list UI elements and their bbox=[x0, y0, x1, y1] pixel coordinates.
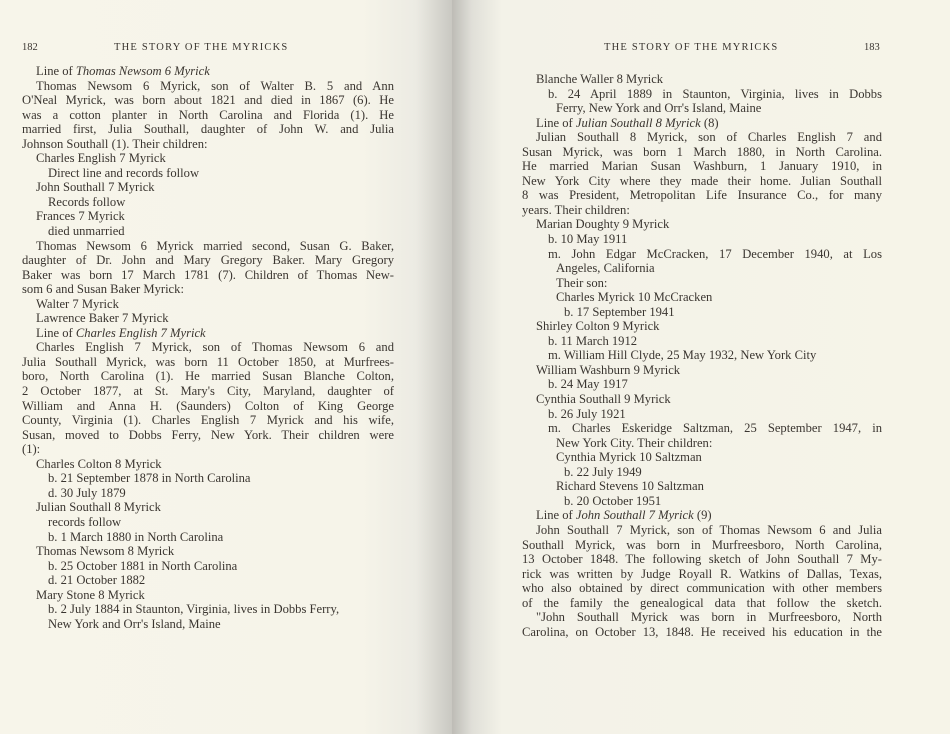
text-line bbox=[522, 145, 882, 160]
text-line bbox=[522, 319, 882, 334]
text-line bbox=[522, 494, 882, 509]
text-line bbox=[22, 224, 394, 239]
text-run: b. 21 September 1878 in North Carolina bbox=[48, 471, 251, 486]
text-run: rick was written by Judge Royall R. Watkins of Dallas, Texas, bbox=[522, 566, 882, 581]
text-line bbox=[522, 116, 882, 131]
text-run: Julian Southall 8 Myrick, son of Charles English 7 and bbox=[536, 130, 882, 145]
text-run: b. 11 March 1912 bbox=[548, 333, 638, 348]
text-run: Blanche Waller 8 Myrick bbox=[536, 72, 664, 86]
text-run: som 6 and Susan Baker Myrick: bbox=[22, 282, 184, 297]
text-run: New York City where they made their home. Julian Southall bbox=[522, 173, 882, 188]
text-run: d. 30 July 1879 bbox=[48, 485, 126, 500]
text-line bbox=[22, 239, 394, 254]
text-line bbox=[522, 523, 882, 538]
text-line bbox=[22, 355, 394, 370]
text-line bbox=[22, 369, 394, 384]
text-run: daughter of Dr. John and Mary Gregory Baker. Mary Gregory bbox=[22, 253, 394, 268]
text-run: Their son: bbox=[556, 275, 608, 290]
text-run: Charles Colton 8 Myrick bbox=[36, 456, 162, 471]
text-line bbox=[522, 276, 882, 291]
text-line bbox=[522, 610, 882, 625]
page-body bbox=[522, 72, 882, 639]
page-number: 183 bbox=[864, 42, 880, 53]
text-line bbox=[522, 305, 882, 320]
text-run: 8 was President, Metropolitan Life Insurance Co., for many bbox=[522, 188, 882, 203]
text-line bbox=[522, 567, 882, 582]
text-run: Southall Myrick, was born in Murfreesboro, North Carolina, bbox=[522, 537, 882, 552]
text-run: Susan, moved to Dobbs Ferry, New York. Their children were bbox=[22, 427, 394, 442]
text-line bbox=[522, 261, 882, 276]
text-line bbox=[522, 174, 882, 189]
text-line bbox=[22, 471, 394, 486]
text-line bbox=[22, 340, 394, 355]
text-line bbox=[22, 297, 394, 312]
text-run: years. Their children: bbox=[522, 202, 630, 217]
text-run: Johnson Southall (1). Their children: bbox=[22, 136, 208, 151]
text-run: b. 17 September 1941 bbox=[564, 304, 675, 319]
text-line bbox=[22, 268, 394, 283]
text-run: b. 10 May 1911 bbox=[548, 232, 628, 247]
text-run: Charles English 7 Myrick, son of Thomas Newsom 6 and bbox=[36, 340, 394, 355]
text-run: b. 24 May 1917 bbox=[548, 377, 628, 392]
italic-text: Charles English 7 Myrick bbox=[75, 325, 206, 340]
text-run: was a cotton planter in North Carolina and Florida (1). He bbox=[22, 107, 394, 122]
text-line bbox=[22, 428, 394, 443]
text-line bbox=[22, 209, 394, 224]
text-line bbox=[522, 334, 882, 349]
text-run: Baker was born 17 March 1781 (7). Children of Thomas New- bbox=[22, 267, 394, 282]
text-run: Lawrence Baker 7 Myrick bbox=[36, 311, 169, 326]
text-run: He married Marian Susan Washburn, 1 January 1910, in bbox=[522, 159, 882, 174]
text-run: New York City. Their children: bbox=[556, 435, 713, 450]
text-line bbox=[522, 290, 882, 305]
text-line bbox=[22, 457, 394, 472]
text-run: of the family the genealogical data that follow the sketch. bbox=[522, 595, 882, 610]
text-line bbox=[22, 602, 394, 617]
text-run: Walter 7 Myrick bbox=[36, 296, 119, 311]
text-run: b. 20 October 1951 bbox=[564, 493, 662, 508]
text-run: b. 1 March 1880 in North Carolina bbox=[48, 529, 224, 544]
text-run: b. 25 October 1881 in North Carolina bbox=[48, 558, 238, 573]
text-line bbox=[522, 101, 882, 116]
text-run: Marian Doughty 9 Myrick bbox=[536, 217, 670, 232]
text-run: (8) bbox=[700, 115, 719, 130]
italic-text: Thomas Newsom 6 Myrick bbox=[75, 64, 210, 78]
text-line bbox=[22, 326, 394, 341]
text-line bbox=[22, 588, 394, 603]
text-line bbox=[22, 151, 394, 166]
text-run: Shirley Colton 9 Myrick bbox=[536, 319, 660, 334]
text-run: Thomas Newsom 6 Myrick, son of Walter B. 5 and Ann bbox=[36, 78, 394, 93]
text-run: Julian Southall 8 Myrick bbox=[36, 500, 161, 515]
text-line bbox=[22, 442, 394, 457]
text-line bbox=[522, 392, 882, 407]
text-line bbox=[22, 530, 394, 545]
text-run: died unmarried bbox=[48, 224, 125, 239]
text-run: (1): bbox=[22, 442, 41, 457]
text-run: b. 24 April 1889 in Staunton, Virginia, lives in Dobbs bbox=[548, 86, 882, 101]
text-run: John Southall 7 Myrick bbox=[36, 180, 155, 195]
text-line bbox=[522, 159, 882, 174]
text-run: Angeles, California bbox=[556, 261, 655, 276]
text-run: who also obtained by direct communication with other members bbox=[522, 581, 882, 596]
text-line bbox=[22, 515, 394, 530]
text-run: d. 21 October 1882 bbox=[48, 573, 146, 588]
text-run: William Washburn 9 Myrick bbox=[536, 362, 681, 377]
text-run: records follow bbox=[48, 514, 122, 529]
text-run: "John Southall Myrick was born in Murfreesboro, North bbox=[536, 610, 882, 625]
text-line bbox=[22, 617, 394, 632]
text-line bbox=[522, 232, 882, 247]
text-run: Charles Myrick 10 McCracken bbox=[556, 290, 713, 305]
text-line bbox=[22, 122, 394, 137]
text-line bbox=[522, 450, 882, 465]
text-line bbox=[22, 166, 394, 181]
text-run: Records follow bbox=[48, 194, 126, 209]
text-line bbox=[522, 421, 882, 436]
page-number: 182 bbox=[22, 42, 38, 53]
text-line bbox=[522, 581, 882, 596]
text-run: m. William Hill Clyde, 25 May 1932, New York City bbox=[548, 348, 817, 363]
text-run: Mary Stone 8 Myrick bbox=[36, 587, 145, 602]
text-run: Richard Stevens 10 Saltzman bbox=[556, 479, 704, 494]
text-run: Susan Myrick, was born 1 March 1880, in North Carolina. bbox=[522, 144, 882, 159]
text-run: Frances 7 Myrick bbox=[36, 209, 125, 224]
text-line bbox=[522, 479, 882, 494]
text-line bbox=[22, 108, 394, 123]
text-run: Line of bbox=[36, 64, 76, 78]
text-line bbox=[22, 253, 394, 268]
text-run: New York and Orr's Island, Maine bbox=[48, 616, 221, 631]
running-head: THE STORY OF THE MYRICKS bbox=[604, 42, 779, 53]
text-line bbox=[522, 247, 882, 262]
text-run: b. 2 July 1884 in Staunton, Virginia, lives in Dobbs Ferry, bbox=[48, 602, 340, 617]
text-line bbox=[522, 348, 882, 363]
running-head: THE STORY OF THE MYRICKS bbox=[114, 42, 289, 53]
text-line bbox=[22, 413, 394, 428]
text-line bbox=[522, 188, 882, 203]
text-line bbox=[22, 282, 394, 297]
text-run: William and Anna H. (Saunders) Colton of King George bbox=[22, 398, 394, 413]
text-line bbox=[22, 500, 394, 515]
text-run: m. Charles Eskeridge Saltzman, 25 September 1947, in bbox=[548, 421, 882, 436]
text-line bbox=[522, 538, 882, 553]
text-run: boro, North Carolina (1). He married Susan Blanche Colton, bbox=[22, 369, 394, 384]
text-run: O'Neal Myrick, was born about 1821 and died in 1867 (6). He bbox=[22, 93, 394, 108]
text-line bbox=[22, 399, 394, 414]
text-line bbox=[522, 203, 882, 218]
text-run: Julia Southall Myrick, was born 11 October 1850, at Murfrees- bbox=[22, 354, 394, 369]
text-run: m. John Edgar McCracken, 17 December 1940, at Los bbox=[548, 246, 882, 261]
text-line bbox=[22, 64, 394, 79]
text-run: Thomas Newsom 8 Myrick bbox=[36, 544, 175, 559]
text-run: 2 October 1877, at St. Mary's City, Maryland, daughter of bbox=[22, 384, 394, 399]
text-run: Cynthia Southall 9 Myrick bbox=[536, 392, 671, 407]
text-line bbox=[522, 436, 882, 451]
text-run: b. 26 July 1921 bbox=[548, 406, 626, 421]
text-line bbox=[522, 377, 882, 392]
text-run: 13 October 1848. The following sketch of John Southall 7 My- bbox=[522, 552, 882, 567]
text-run: (9) bbox=[693, 508, 712, 523]
page-body bbox=[22, 64, 394, 631]
text-run: Line of bbox=[36, 325, 76, 340]
text-line bbox=[22, 79, 394, 94]
text-line bbox=[22, 573, 394, 588]
text-run: Carolina, on October 13, 1848. He received his education in the bbox=[522, 624, 882, 639]
text-line bbox=[22, 137, 394, 152]
text-run: John Southall 7 Myrick, son of Thomas Newsom 6 and Julia bbox=[536, 522, 882, 537]
text-line bbox=[522, 552, 882, 567]
text-run: b. 22 July 1949 bbox=[564, 464, 642, 479]
text-run: Line of bbox=[536, 115, 576, 130]
text-line bbox=[522, 596, 882, 611]
text-line bbox=[522, 465, 882, 480]
text-run: Charles English 7 Myrick bbox=[36, 151, 166, 166]
text-line bbox=[22, 486, 394, 501]
text-line bbox=[522, 87, 882, 102]
text-line bbox=[22, 311, 394, 326]
text-line bbox=[522, 363, 882, 378]
text-run: Line of bbox=[536, 508, 576, 523]
text-line bbox=[522, 130, 882, 145]
text-line bbox=[522, 72, 882, 87]
text-run: Cynthia Myrick 10 Saltzman bbox=[556, 450, 702, 465]
italic-text: Julian Southall 8 Myrick bbox=[575, 115, 701, 130]
text-run: Ferry, New York and Orr's Island, Maine bbox=[556, 101, 762, 116]
text-line bbox=[522, 407, 882, 422]
text-line bbox=[22, 93, 394, 108]
text-line bbox=[22, 195, 394, 210]
text-line bbox=[522, 625, 882, 640]
text-line bbox=[22, 544, 394, 559]
left-page bbox=[0, 0, 452, 734]
text-line bbox=[22, 384, 394, 399]
text-line bbox=[522, 508, 882, 523]
text-run: married first, Julia Southall, daughter of John W. and Julia bbox=[22, 122, 394, 137]
text-line bbox=[22, 559, 394, 574]
right-page bbox=[452, 0, 950, 734]
text-run: County, Virginia (1). Charles English 7 Myrick and his wife, bbox=[22, 413, 394, 428]
text-line bbox=[22, 180, 394, 195]
text-run: Thomas Newsom 6 Myrick married second, Susan G. Baker, bbox=[36, 238, 394, 253]
italic-text: John Southall 7 Myrick bbox=[575, 508, 694, 523]
text-line bbox=[522, 217, 882, 232]
text-run: Direct line and records follow bbox=[48, 165, 200, 180]
